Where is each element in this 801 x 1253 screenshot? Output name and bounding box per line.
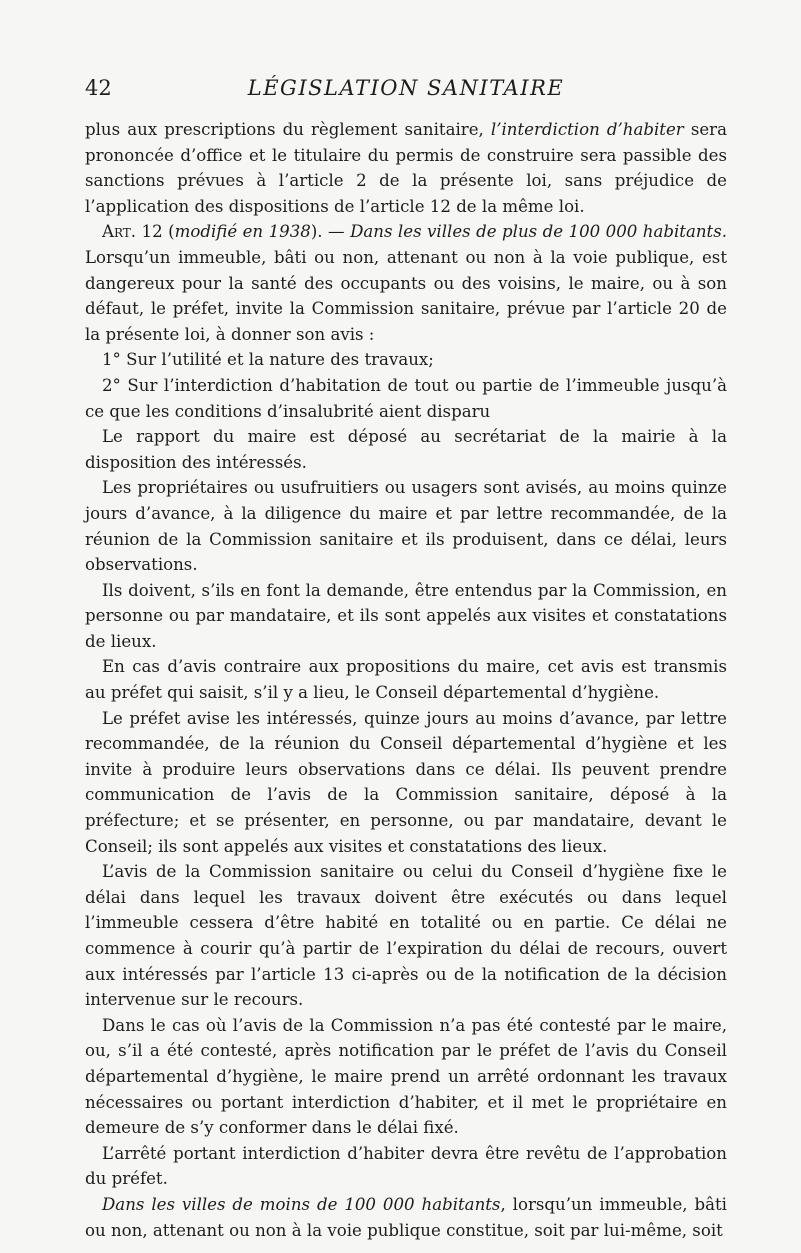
page-header [85,76,727,106]
paragraph: Les propriétaires ou usufruitiers ou usagers sont avisés, au moins quinze jours d’avance, à la diligence du maire et par lettre recommandée, de la réunion de la Commission sanitaire et ils produisent, dans ce délai, leurs observations. [85,478,727,575]
body-text [85,117,727,1243]
italic-heading: Dans les villes de plus de 100 000 habitants. [350,222,727,242]
paragraph: 2° Sur l’interdiction d’habitation de tout ou partie de l’immeuble jusqu’à ce que les conditions d’insalubrité aient disparu [85,375,727,421]
paragraph: Dans le cas où l’avis de la Commission n’a pas été contesté par le maire, ou, s’il a été contesté, après notification par le préfet de l’avis du Conseil départemental d’hygiène, le maire prend un arrêté ordonnant les travaux nécessaires ou portant interdiction d’habiter, et il met le propriétaire en demeure de s’y conformer dans le délai fixé. [85,1015,727,1138]
italic-heading: Dans les villes de moins de 100 000 habitants [102,1194,501,1214]
paragraph: L’avis de la Commission sanitaire ou celui du Conseil d’hygiène fixe le délai dans lequel les travaux doivent être exécutés ou dans lequel l’immeuble cessera d’être habité en totalité ou en partie. Ce délai ne commence à courir qu’à partir de l’expiration du délai de recours, ouvert aux intéressés par l’article 13 ci-après ou de la notification de la décision intervenue sur le recours. [85,862,727,1010]
paragraph [85,117,727,219]
italic-term: l’interdiction d’habiter [490,120,684,139]
page-number: 42 [85,76,112,100]
text-run: ( [162,222,175,242]
paragraph: L’arrêté portant interdiction d’habiter devra être revêtu de l’approbation du préfet. [85,1143,727,1189]
article-paragraph [85,219,727,347]
paragraph: Ils doivent, s’ils en font la demande, être entendus par la Commission, en personne ou par mandataire, et ils sont appelés aux visites et constatations de lieux. [85,580,727,651]
italic-term: modifié en 1938 [174,222,311,242]
paragraph [85,1192,727,1243]
paragraph: Le préfet avise les intéressés, quinze jours au moins d’avance, par lettre recommandée, de la réunion du Conseil départemental d’hygiène et les invite à produire leurs observations dans ce délai. Ils peuvent prendre communication de l’avis de la Commission sanitaire, déposé à la préfecture; et se présenter, en personne, ou par mandataire, devant le Conseil; ils sont appelés aux visites et constatations des lieux. [85,708,727,856]
running-head: LÉGISLATION SANITAIRE [247,76,565,100]
paragraph: 1° Sur l’utilité et la nature des travaux; [102,350,434,370]
paragraph: En cas d’avis contraire aux propositions du maire, cet avis est transmis au préfet qui saisit, s’il y a lieu, le Conseil départemental d’hygiène. [85,657,727,703]
text-run: ). — [310,222,351,242]
text-run: Lorsqu’un immeuble, bâti ou non, attenant ou non à la voie publique, est dangereux pour la santé des occupants ou des voisins, le maire, ou à son défaut, le préfet, invite la Commission sanitaire, prévue par l’article 20 de la présente loi, à donner son avis : [85,247,727,344]
text-run: plus aux prescriptions du règlement sanitaire, [85,120,491,139]
text-run: sera prononcée d’office et le titulaire du permis de construire sera passible des sanctions prévues à l’article 2 de la présente loi, sans préjudice de l’application des dispositions de l’article 12 de la même loi. [85,120,727,216]
article-label: Art. 12 [102,222,163,242]
text-run: , lorsqu’un immeuble, bâti ou non, attenant ou non à la voie publique constitue, soit par lui-même, soit [85,1194,727,1240]
paragraph: Le rapport du maire est déposé au secrétariat de la mairie à la disposition des intéressés. [85,427,727,472]
